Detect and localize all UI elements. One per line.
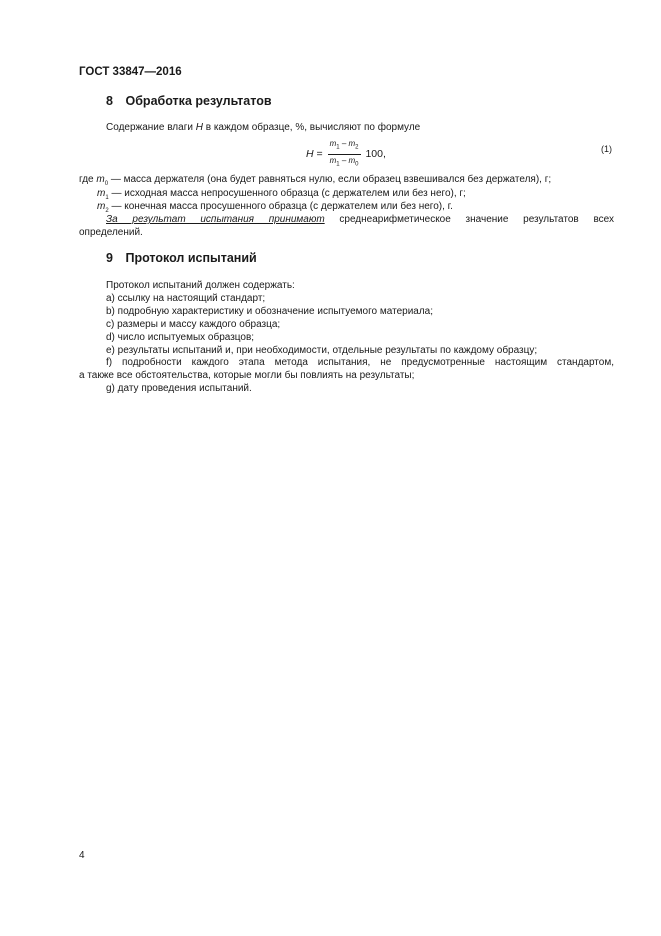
section-8-heading [106, 94, 272, 108]
list-item-a: a) ссылку на настоящий стандарт; [106, 293, 266, 304]
num-a-sub: 1 [336, 144, 340, 151]
where-var-m2: m [97, 201, 106, 212]
num-b: m [348, 139, 356, 148]
section-9-intro: Протокол испытаний должен содержать: [106, 280, 295, 291]
num-op: – [339, 139, 349, 148]
section-8-intro [106, 121, 420, 135]
den-b-sub: 0 [355, 161, 359, 168]
result-statement-line-2: определений. [79, 227, 143, 238]
formula-equals: = [316, 147, 323, 160]
where-var-m0: m [96, 174, 105, 185]
where-text-m1: — исходная масса непросушенного образца (с держателем или без него), г; [108, 188, 466, 199]
list-item-d: d) число испытуемых образцов; [106, 332, 255, 343]
result-statement-rest: среднеарифметическое значение результатов всех [324, 214, 614, 225]
formula-fraction [328, 139, 361, 169]
where-sub-m0: 0 [104, 181, 109, 187]
den-a-sub: 1 [336, 161, 340, 168]
formula-1 [306, 139, 386, 169]
section-9-heading [106, 251, 257, 265]
list-item-c: c) размеры и массу каждого образца; [106, 319, 281, 330]
list-item-g: g) дату проведения испытаний. [106, 383, 252, 394]
section-9-title: Протокол испытаний [125, 251, 257, 265]
where-text-m0: — масса держателя (она будет равняться нулю, если образец взвешивался без держателя), г; [108, 174, 552, 185]
den-op: – [339, 155, 349, 165]
num-a: m [329, 139, 337, 148]
formula-tail: 100, [365, 147, 386, 160]
standard-designation: ГОСТ 33847—2016 [79, 66, 182, 78]
section-9-number: 9 [106, 251, 113, 265]
list-item-e: e) результаты испытаний и, при необходимости, отдельные результаты по каждому образцу; [106, 345, 538, 356]
formula-numerator [328, 139, 361, 155]
page-number: 4 [79, 850, 85, 861]
formula-lhs: H [306, 147, 314, 160]
intro-variable: H [195, 122, 203, 133]
result-statement-line-1 [106, 213, 614, 227]
den-a: m [329, 155, 337, 165]
list-item-b: b) подробную характеристику и обозначение испытуемого материала; [106, 306, 434, 317]
where-var-m1: m [97, 188, 106, 199]
list-item-f-line-2: а также все обстоятельства, которые могли бы повлиять на результаты; [79, 370, 415, 381]
where-text-m2: — конечная масса просушенного образца (с держателем или без него), г. [108, 201, 453, 212]
where-prefix: где [79, 174, 97, 185]
num-b-sub: 2 [355, 144, 359, 151]
formula-denominator [328, 155, 361, 170]
result-italic-phrase: За результат испытания принимают [106, 214, 325, 225]
equation-number: (1) [601, 144, 612, 154]
list-item-f-line-1: f) подробности каждого этапа метода испытания, не предусмотренные настоящим стандартом, [106, 357, 614, 368]
section-8-title: Обработка результатов [125, 94, 272, 108]
den-b: m [348, 155, 356, 165]
intro-text-after: в каждом образце, %, вычисляют по формуле [202, 122, 421, 133]
where-sub-m1: 1 [105, 195, 109, 201]
section-8-number: 8 [106, 94, 113, 108]
where-sub-m2: 2 [105, 208, 109, 214]
intro-text-before: Содержание влаги [106, 122, 196, 133]
